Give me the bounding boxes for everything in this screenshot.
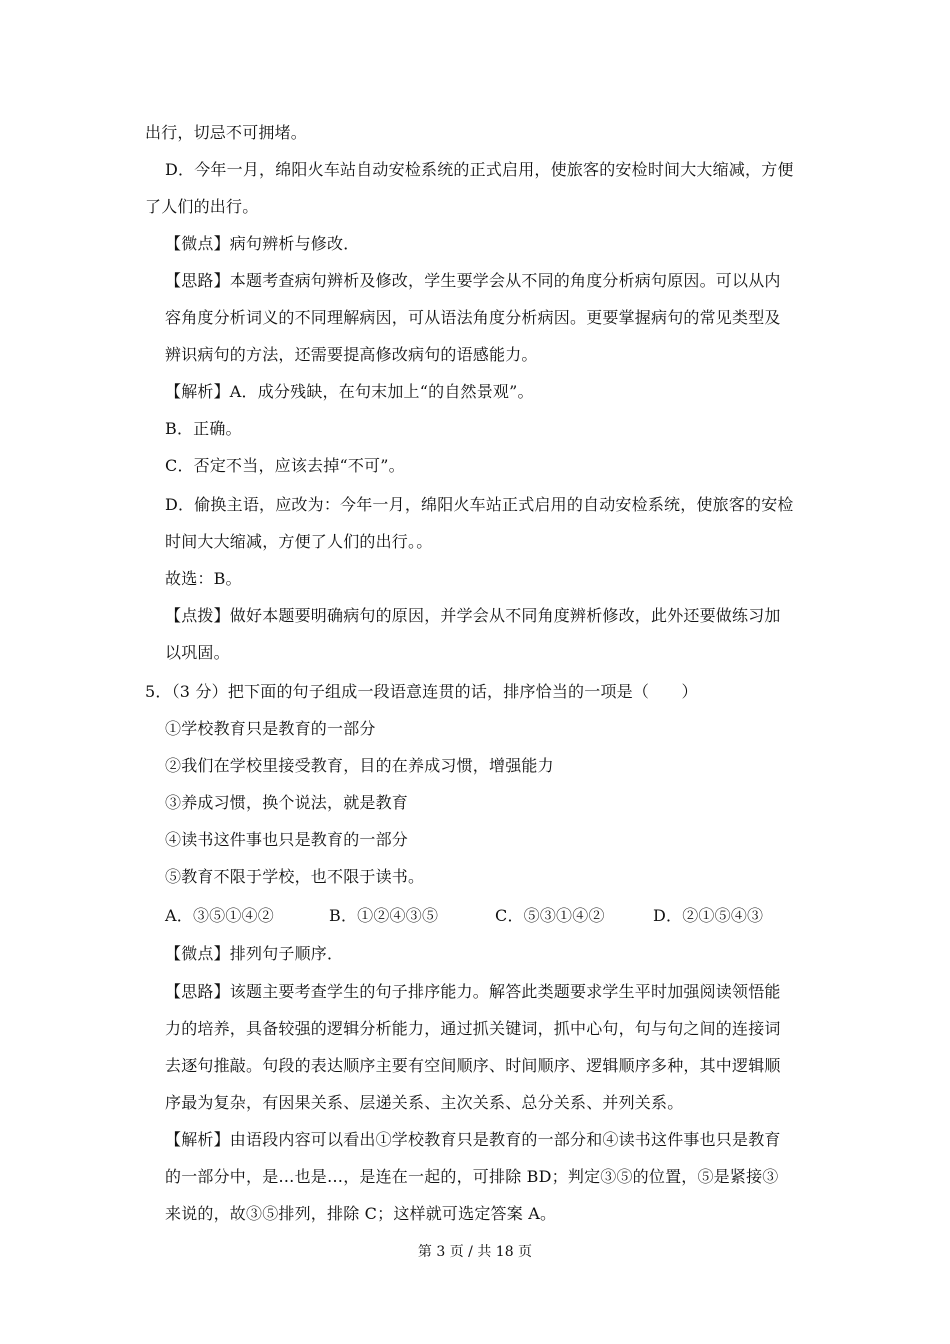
sentence-item: ③养成习惯，换个说法，就是教育 [165, 793, 409, 812]
text-line: 辨识病句的方法，还需要提高修改病句的语感能力。 [165, 345, 538, 364]
text-line: D．今年一月，绵阳火车站自动安检系统的正式启用，使旅客的安检时间大大缩减，方便 [165, 160, 794, 179]
option-b: B．①②④③⑤ [329, 906, 439, 925]
sentence-item: ④读书这件事也只是教育的一部分 [165, 830, 409, 849]
text-line: 【微点】病句辨析与修改． [165, 234, 360, 253]
text-line: 【解析】A．成分残缺，在句末加上“的自然景观”。 [165, 382, 534, 401]
text-line: 【解析】由语段内容可以看出①学校教育只是教育的一部分和④读书这件事也只是教育 [165, 1130, 781, 1149]
text-line: 【思路】本题考查病句辨析及修改，学生要学会从不同的角度分析病句原因。可以从内 [165, 271, 781, 290]
text-line: 的一部分中，是…也是…，是连在一起的，可排除 BD；判定③⑤的位置，⑤是紧接③ [165, 1167, 779, 1186]
text-line: 容角度分析词义的不同理解病因，可从语法角度分析病因。更要掌握病句的常见类型及 [165, 308, 781, 327]
text-line: 以巩固。 [165, 643, 230, 662]
text-line: 时间大大缩减，方便了人们的出行。。 [165, 532, 433, 551]
question-stem: 5．（3 分）把下面的句子组成一段语意连贯的话，排序恰当的一项是（ ） [145, 682, 698, 701]
page-number-footer: 第 3 页 / 共 18 页 [417, 1244, 533, 1260]
text-line: 序最为复杂，有因果关系、层递关系、主次关系、总分关系、并列关系。 [165, 1093, 684, 1112]
option-c: C．⑤③①④② [495, 906, 605, 925]
answer-options [165, 905, 763, 927]
text-line: 出行，切忌不可拥堵。 [145, 123, 308, 142]
option-d: D．②①⑤④③ [653, 906, 764, 925]
text-line: 去逐句推敲。句段的表达顺序主要有空间顺序、时间顺序、逻辑顺序多种，其中逻辑顺 [165, 1056, 781, 1075]
text-line: D．偷换主语，应改为：今年一月，绵阳火车站正式启用的自动安检系统，使旅客的安检 [165, 495, 794, 514]
sentence-item: ⑤教育不限于学校，也不限于读书。 [165, 867, 425, 886]
text-line: 了人们的出行。 [145, 197, 259, 216]
text-line: 【点拨】做好本题要明确病句的原因，并学会从不同角度辨析修改，此外还要做练习加 [165, 606, 781, 625]
text-line: C．否定不当，应该去掉“不可”。 [165, 456, 405, 475]
text-line: 【思路】该题主要考查学生的句子排序能力。解答此类题要求学生平时加强阅读领悟能 [165, 982, 781, 1001]
text-line: 力的培养，具备较强的逻辑分析能力，通过抓关键词，抓中心句，句与句之间的连接词 [165, 1019, 781, 1038]
text-line: 故选：B。 [165, 569, 242, 588]
option-a: A．③⑤①④② [165, 906, 274, 925]
sentence-item: ②我们在学校里接受教育，目的在养成习惯，增强能力 [165, 756, 554, 775]
sentence-item: ①学校教育只是教育的一部分 [165, 719, 376, 738]
text-line: B．正确。 [165, 419, 242, 438]
text-line: 来说的，故③⑤排列，排除 C；这样就可选定答案 A。 [165, 1204, 557, 1223]
text-line: 【微点】排列句子顺序． [165, 944, 344, 963]
